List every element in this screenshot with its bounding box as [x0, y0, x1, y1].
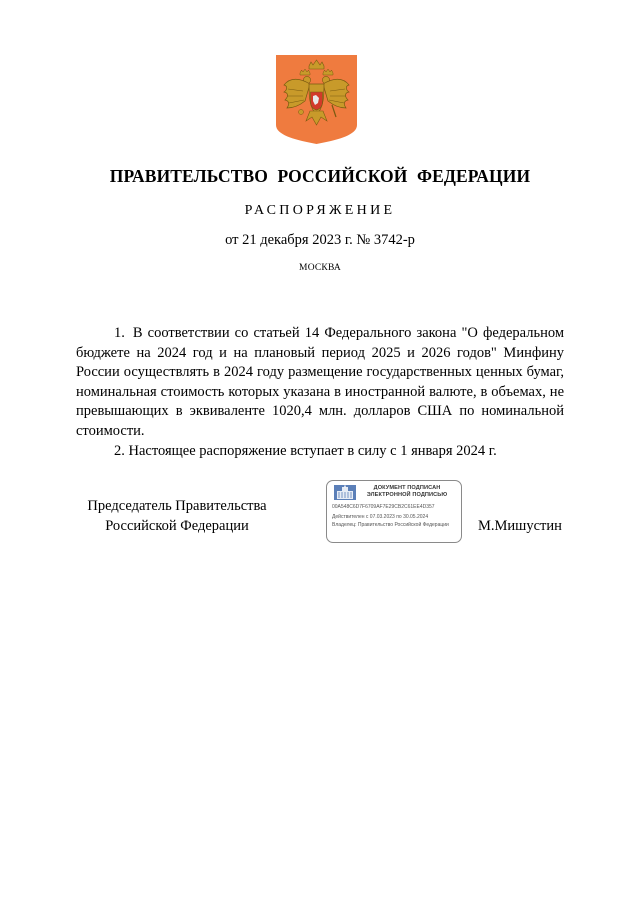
electronic-signature-stamp — [326, 480, 462, 543]
stamp-owner: Владелец: Правительство Российской Федерации — [332, 522, 449, 528]
stamp-certificate: 00A548C6D7F6709AF7E29CB2C61EE4D357 — [332, 504, 435, 510]
government-title: ПРАВИТЕЛЬСТВО РОССИЙСКОЙ ФЕДЕРАЦИИ — [109, 166, 531, 186]
paragraph-1-number: 1. — [114, 325, 125, 341]
coat-of-arms-icon — [276, 55, 357, 144]
stamp-title-line-2: ЭЛЕКТРОННОЙ ПОДПИСЬЮ — [366, 492, 448, 498]
stamp-title — [357, 485, 457, 499]
document-body — [76, 324, 564, 461]
signer-position-line-1: Председатель Правительства — [87, 498, 267, 514]
signer-position-line-2: Российской Федерации — [105, 517, 249, 534]
paragraph-2: 2. Настоящее распоряжение вступает в силу с 1 января 2024 г. — [114, 442, 497, 459]
signer-position — [76, 497, 278, 536]
stamp-title-line-1: ДОКУМЕНТ ПОДПИСАН — [373, 485, 441, 491]
signer-name: М.Мишустин — [478, 518, 562, 534]
government-building-icon — [334, 485, 356, 500]
document-type: РАСПОРЯЖЕНИЕ — [244, 203, 396, 218]
stamp-validity: Действителен с 07.03.2023 по 30.05.2024 — [332, 514, 429, 520]
paragraph-1-text: В соответствии со статьей 14 Федерального закона "О федеральном бюджете на 2024 год и на плановый период 2025 и 2026 годов" Минфину России осуществлять в 2024 году размещение государственных ценных бумаг, номинальная стоимость которых указана в иностранной валюте, в объемах, не превышающих в эквиваленте 1020,4 млн. долларов США по номинальной стоимости. — [76, 325, 564, 439]
paragraph-1 — [76, 324, 564, 442]
document-date-number: от 21 декабря 2023 г. № 3742-р — [225, 232, 415, 248]
document-city: МОСКВА — [299, 263, 341, 273]
